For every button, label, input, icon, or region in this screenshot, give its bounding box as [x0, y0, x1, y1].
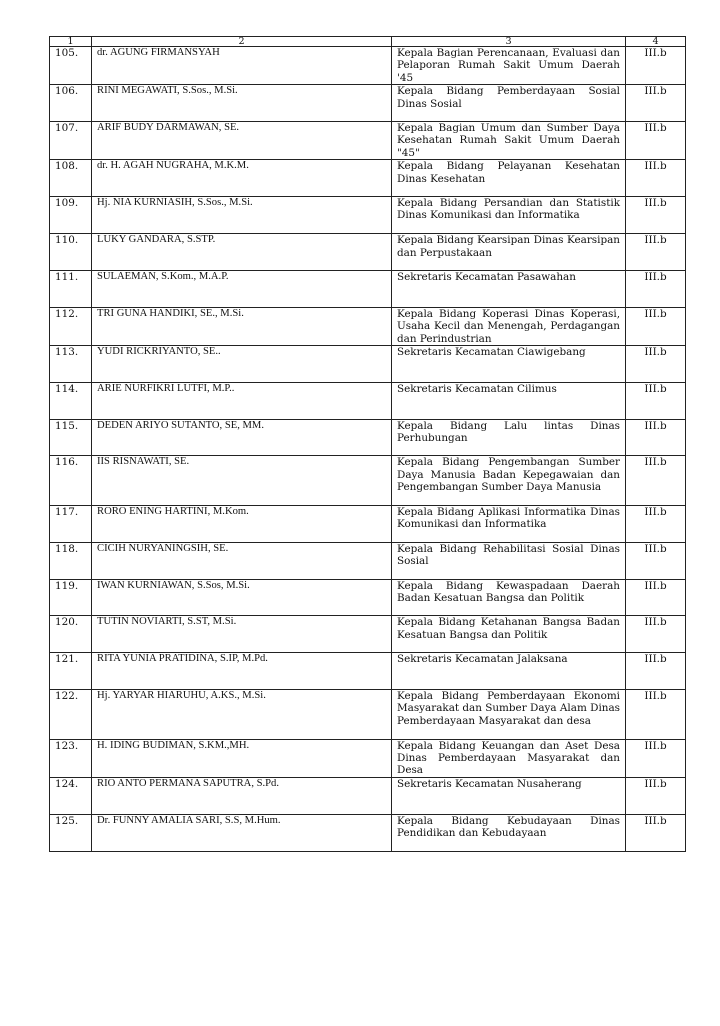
- column-number-1: 1: [50, 37, 92, 47]
- official-name: SULAEMAN, S.Kom., M.A.P.: [92, 271, 392, 308]
- rank-grade: III.b: [626, 346, 686, 383]
- column-number-4: 4: [626, 37, 686, 47]
- official-name: ARIE NURFIKRI LUTFI, M.P..: [92, 382, 392, 419]
- position-title: Sekretaris Kecamatan Ciawigebang: [392, 346, 626, 383]
- row-number: 113.: [50, 346, 92, 383]
- rank-grade: III.b: [626, 456, 686, 506]
- official-name: RORO ENING HARTINI, M.Kom.: [92, 506, 392, 543]
- official-name: dr. H. AGAH NUGRAHA, M.K.M.: [92, 160, 392, 197]
- row-number: 123.: [50, 739, 92, 777]
- table-row: [50, 122, 686, 160]
- official-name: RIO ANTO PERMANA SAPUTRA, S.Pd.: [92, 777, 392, 814]
- position-title: Kepala Bidang Kebudayaan Dinas Pendidikan dan Kebudayaan: [392, 814, 626, 851]
- table-row: [50, 542, 686, 579]
- position-title: Kepala Bidang Rehabilitasi Sosial Dinas Sosial: [392, 542, 626, 579]
- position-title: Sekretaris Kecamatan Cilimus: [392, 382, 626, 419]
- table-row: [50, 506, 686, 543]
- row-number: 112.: [50, 307, 92, 345]
- position-title: Kepala Bagian Umum dan Sumber Daya Kesehatan Rumah Sakit Umum Daerah "45": [392, 122, 626, 160]
- rank-grade: III.b: [626, 777, 686, 814]
- row-number: 119.: [50, 579, 92, 616]
- document-page: [49, 36, 685, 852]
- table-row: [50, 160, 686, 197]
- official-name: TUTIN NOVIARTI, S.ST, M.Si.: [92, 616, 392, 653]
- rank-grade: III.b: [626, 85, 686, 122]
- column-number-2: 2: [92, 37, 392, 47]
- row-number: 116.: [50, 456, 92, 506]
- official-name: RITA YUNIA PRATIDINA, S.IP, M.Pd.: [92, 653, 392, 690]
- position-title: Kepala Bagian Perencanaan, Evaluasi dan Pelaporan Rumah Sakit Umum Daerah '45: [392, 47, 626, 85]
- position-title: Kepala Bidang Pelayanan Kesehatan Dinas Kesehatan: [392, 160, 626, 197]
- table-row: [50, 197, 686, 234]
- table-row: [50, 690, 686, 740]
- row-number: 124.: [50, 777, 92, 814]
- row-number: 115.: [50, 419, 92, 456]
- table-row: [50, 234, 686, 271]
- official-name: RINI MEGAWATI, S.Sos., M.Si.: [92, 85, 392, 122]
- position-title: Kepala Bidang Pengembangan Sumber Daya Manusia Badan Kepegawaian dan Pengembangan Sumber Daya Manusia: [392, 456, 626, 506]
- position-title: Kepala Bidang Kearsipan Dinas Kearsipan dan Perpustakaan: [392, 234, 626, 271]
- table-row: [50, 419, 686, 456]
- official-name: IWAN KURNIAWAN, S.Sos, M.Si.: [92, 579, 392, 616]
- rank-grade: III.b: [626, 307, 686, 345]
- table-row: [50, 579, 686, 616]
- official-name: DEDEN ARIYO SUTANTO, SE, MM.: [92, 419, 392, 456]
- row-number: 109.: [50, 197, 92, 234]
- position-title: Sekretaris Kecamatan Jalaksana: [392, 653, 626, 690]
- rank-grade: III.b: [626, 122, 686, 160]
- position-title: Sekretaris Kecamatan Nusaherang: [392, 777, 626, 814]
- official-roster-table: [49, 36, 686, 852]
- table-row: [50, 456, 686, 506]
- table-row: [50, 85, 686, 122]
- official-name: Dr. FUNNY AMALIA SARI, S.S, M.Hum.: [92, 814, 392, 851]
- official-name: LUKY GANDARA, S.STP.: [92, 234, 392, 271]
- column-number-3: 3: [392, 37, 626, 47]
- official-name: H. IDING BUDIMAN, S.KM.,MH.: [92, 739, 392, 777]
- position-title: Kepala Bidang Ketahanan Bangsa Badan Kesatuan Bangsa dan Politik: [392, 616, 626, 653]
- position-title: Kepala Bidang Aplikasi Informatika Dinas Komunikasi dan Informatika: [392, 506, 626, 543]
- position-title: Kepala Bidang Pemberdayaan Ekonomi Masyarakat dan Sumber Daya Alam Dinas Pemberdayaan Masyarakat dan desa: [392, 690, 626, 740]
- row-number: 121.: [50, 653, 92, 690]
- rank-grade: III.b: [626, 234, 686, 271]
- rank-grade: III.b: [626, 739, 686, 777]
- rank-grade: III.b: [626, 271, 686, 308]
- official-name: Hj. YARYAR HIARUHU, A.KS., M.Si.: [92, 690, 392, 740]
- row-number: 108.: [50, 160, 92, 197]
- row-number: 120.: [50, 616, 92, 653]
- rank-grade: III.b: [626, 690, 686, 740]
- table-row: [50, 739, 686, 777]
- rank-grade: III.b: [626, 197, 686, 234]
- rank-grade: III.b: [626, 814, 686, 851]
- row-number: 106.: [50, 85, 92, 122]
- row-number: 118.: [50, 542, 92, 579]
- row-number: 105.: [50, 47, 92, 85]
- roster-body: [50, 47, 686, 852]
- position-title: Kepala Bidang Kewaspadaan Daerah Badan Kesatuan Bangsa dan Politik: [392, 579, 626, 616]
- position-title: Kepala Bidang Persandian dan Statistik Dinas Komunikasi dan Informatika: [392, 197, 626, 234]
- rank-grade: III.b: [626, 579, 686, 616]
- rank-grade: III.b: [626, 160, 686, 197]
- rank-grade: III.b: [626, 616, 686, 653]
- official-name: TRI GUNA HANDIKI, SE., M.Si.: [92, 307, 392, 345]
- row-number: 107.: [50, 122, 92, 160]
- table-row: [50, 616, 686, 653]
- rank-grade: III.b: [626, 47, 686, 85]
- row-number: 117.: [50, 506, 92, 543]
- row-number: 125.: [50, 814, 92, 851]
- table-row: [50, 47, 686, 85]
- official-name: YUDI RICKRIYANTO, SE..: [92, 346, 392, 383]
- table-row: [50, 814, 686, 851]
- rank-grade: III.b: [626, 506, 686, 543]
- row-number: 111.: [50, 271, 92, 308]
- table-row: [50, 271, 686, 308]
- rank-grade: III.b: [626, 382, 686, 419]
- position-title: Kepala Bidang Koperasi Dinas Koperasi, Usaha Kecil dan Menengah, Perdagangan dan Perindustrian: [392, 307, 626, 345]
- rank-grade: III.b: [626, 419, 686, 456]
- row-number: 110.: [50, 234, 92, 271]
- table-row: [50, 777, 686, 814]
- row-number: 122.: [50, 690, 92, 740]
- rank-grade: III.b: [626, 653, 686, 690]
- official-name: IIS RISNAWATI, SE.: [92, 456, 392, 506]
- row-number: 114.: [50, 382, 92, 419]
- rank-grade: III.b: [626, 542, 686, 579]
- position-title: Kepala Bidang Keuangan dan Aset Desa Dinas Pemberdayaan Masyarakat dan Desa: [392, 739, 626, 777]
- official-name: CICIH NURYANINGSIH, SE.: [92, 542, 392, 579]
- official-name: dr. AGUNG FIRMANSYAH: [92, 47, 392, 85]
- position-title: Kepala Bidang Lalu lintas Dinas Perhubungan: [392, 419, 626, 456]
- column-number-header-row: [50, 37, 686, 47]
- position-title: Kepala Bidang Pemberdayaan Sosial Dinas Sosial: [392, 85, 626, 122]
- official-name: Hj. NIA KURNIASIH, S.Sos., M.Si.: [92, 197, 392, 234]
- table-row: [50, 382, 686, 419]
- table-row: [50, 653, 686, 690]
- table-row: [50, 346, 686, 383]
- position-title: Sekretaris Kecamatan Pasawahan: [392, 271, 626, 308]
- official-name: ARIF BUDY DARMAWAN, SE.: [92, 122, 392, 160]
- table-row: [50, 307, 686, 345]
